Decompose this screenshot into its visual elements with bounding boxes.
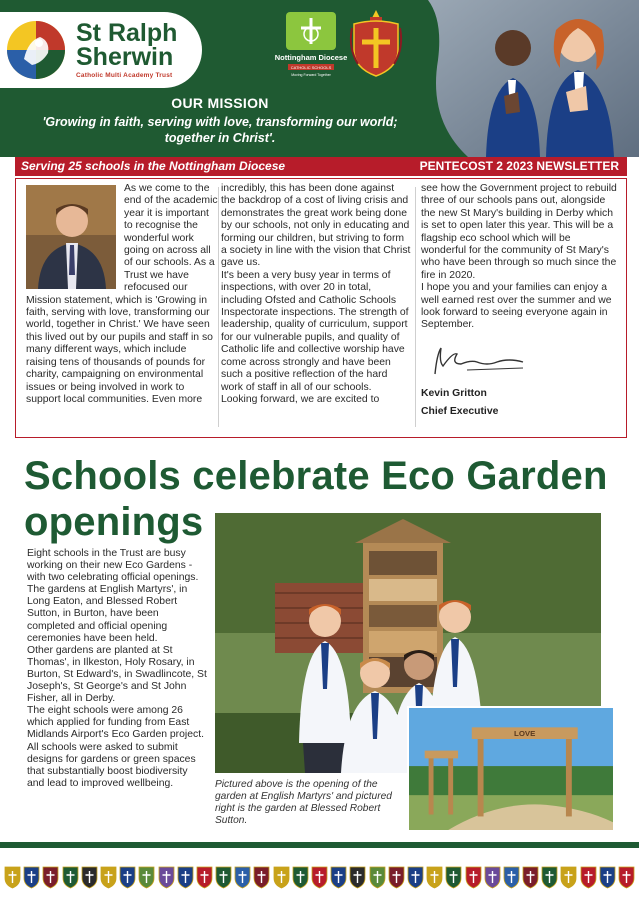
article-paragraph: Eight schools in the Trust are busy working on their new Eco Gardens - with two celebrating official openings. bbox=[27, 548, 199, 584]
school-crest-icon[interactable] bbox=[484, 860, 501, 894]
school-crest-icon[interactable] bbox=[215, 860, 232, 894]
crest-badge-icon bbox=[234, 865, 251, 889]
school-crest-icon[interactable] bbox=[580, 860, 597, 894]
school-crest-icon[interactable] bbox=[292, 860, 309, 894]
crest-badge-icon bbox=[119, 865, 136, 889]
ceo-title: Chief Executive bbox=[421, 405, 499, 417]
school-crest-icon[interactable] bbox=[426, 860, 443, 894]
letter-col1-text: As we come to the end of the academic year it is important to recognise the wonderful work going on across all of our schools. As a Trust we have refocused our Mission statement, which is 'Growing in faith, serving with love, transforming our world, together in Christ.' We have seen this lived out by our pupils and staff in so many different ways, which include raising tens of thousands of pounds for charity, campaigning on environmental issues or being involved in work to support local communities. Even more bbox=[26, 183, 218, 405]
ceo-portrait bbox=[26, 185, 116, 289]
ceo-signature bbox=[427, 344, 527, 378]
school-crest-icon[interactable] bbox=[465, 860, 482, 894]
crest-badge-icon bbox=[81, 865, 98, 889]
crest-badge-icon bbox=[330, 865, 347, 889]
photo-caption: Pictured above is the opening of the garden at English Martyrs' and pictured right is the garden at Blessed Robert Sutton. bbox=[215, 779, 392, 826]
banner-schools-count: Serving 25 schools in the Nottingham Diocese bbox=[21, 159, 286, 173]
column-divider bbox=[218, 187, 219, 427]
column-divider bbox=[415, 187, 416, 427]
school-crest-icon[interactable] bbox=[158, 860, 175, 894]
crest-badge-icon bbox=[177, 865, 194, 889]
school-crest-icon[interactable] bbox=[311, 860, 328, 894]
banner-edition: PENTECOST 2 2023 NEWSLETTER bbox=[419, 159, 619, 173]
school-crest-icon[interactable] bbox=[62, 860, 79, 894]
crest-badge-icon bbox=[541, 865, 558, 889]
crest-badge-icon bbox=[560, 865, 577, 889]
crest-badge-icon bbox=[503, 865, 520, 889]
article-paragraph: Other gardens are planted at St Thomas', in Ilkeston, Holy Rosary, in Burton, St Edward's, in Swadlincote, St Joseph's, St George's and St John Fisher, all in Derby. bbox=[27, 644, 207, 705]
mission-block bbox=[0, 95, 440, 146]
school-crest-icon[interactable] bbox=[138, 860, 155, 894]
crest-badge-icon bbox=[100, 865, 117, 889]
crest-badge-icon bbox=[580, 865, 597, 889]
article-paragraph: All schools were asked to submit designs for gardens or green spaces that substantially boost biodiversity and lead to improved wellbeing. bbox=[27, 741, 196, 789]
school-crest-icon[interactable] bbox=[253, 860, 270, 894]
crest-badge-icon bbox=[599, 865, 616, 889]
article-body bbox=[27, 548, 207, 790]
school-crest-icon[interactable] bbox=[81, 860, 98, 894]
crest-badge-icon bbox=[369, 865, 386, 889]
school-crest-icon[interactable] bbox=[541, 860, 558, 894]
school-crest-icon[interactable] bbox=[177, 860, 194, 894]
school-crest-icon[interactable] bbox=[522, 860, 539, 894]
crest-badge-icon bbox=[253, 865, 270, 889]
school-crest-icon[interactable] bbox=[503, 860, 520, 894]
crest-badge-icon bbox=[292, 865, 309, 889]
school-crest-icon[interactable] bbox=[560, 860, 577, 894]
letter-col2-p2: It's been a very busy year in terms of inspections, with over 20 in total, including Ofsted and Catholic Schools Inspectorate inspections. The strength of leadership, quality of curriculum, support for our vulnerable pupils, and quality of Catholic life and collective worship have come across strongly and have been such a positive reflection of the hard work of staff in all of our schools. bbox=[221, 269, 409, 393]
header-photo-children-praying bbox=[428, 0, 639, 157]
crest-badge-icon bbox=[465, 865, 482, 889]
diocese-name-text: Nottingham Diocese bbox=[274, 53, 348, 62]
letter-column-1 bbox=[26, 183, 219, 406]
school-crest-icon[interactable] bbox=[388, 860, 405, 894]
letter-col2-p3: Looking forward, we are excited to bbox=[221, 393, 380, 405]
newsletter-banner bbox=[15, 157, 627, 176]
crest-badge-icon bbox=[158, 865, 175, 889]
trust-name-line2: Sherwin bbox=[76, 43, 174, 71]
crest-badge-icon bbox=[62, 865, 79, 889]
crest-badge-icon bbox=[484, 865, 501, 889]
letter-col3-p2: I hope you and your families can enjoy a well earned rest over the summer and we look forward to seeing everyone again in September. bbox=[421, 282, 612, 331]
letter-col3-p1: see how the Government project to rebuild three of our schools pans out, alongside the new St Mary's building in Derby which is set to open later this year. This will be a flagship eco school which will be wonderful for the community of St Mary's who have been through so much since the fire in 2020. bbox=[421, 183, 617, 281]
trust-logo[interactable] bbox=[0, 12, 202, 88]
eco-garden-photo-blessed-robert-sutton bbox=[407, 706, 615, 832]
trust-name-line1: St Ralph bbox=[76, 19, 178, 47]
trust-tagline: Catholic Multi Academy Trust bbox=[76, 72, 173, 79]
diocese-tagline-text: Moving Forward Together bbox=[291, 73, 331, 77]
school-badges-row bbox=[0, 852, 639, 902]
crest-badge-icon bbox=[407, 865, 424, 889]
school-crest-icon[interactable] bbox=[100, 860, 117, 894]
school-crest-icon[interactable] bbox=[4, 860, 21, 894]
crest-badge-icon bbox=[426, 865, 443, 889]
trust-logo-mark-icon bbox=[6, 19, 66, 81]
school-crest-icon[interactable] bbox=[618, 860, 635, 894]
crest-badge-icon bbox=[4, 865, 21, 889]
crest-badge-icon bbox=[138, 865, 155, 889]
diocesan-coat-of-arms-icon bbox=[348, 8, 404, 78]
letter-col2-p1: incredibly, this has been done against the backdrop of a cost of living crisis and demonstrates the great work being done by our schools, not only in educating and forming our children, but striving to form a society in line with the vision that Christ gave us. bbox=[221, 183, 411, 269]
diocese-sub-text: CATHOLIC SCHOOLS bbox=[290, 65, 332, 70]
article-headline: Schools celebrate Eco Garden openings bbox=[24, 454, 608, 544]
school-crest-icon[interactable] bbox=[369, 860, 386, 894]
footer-band bbox=[0, 842, 639, 848]
crest-badge-icon bbox=[42, 865, 59, 889]
crest-badge-icon bbox=[23, 865, 40, 889]
crest-badge-icon bbox=[388, 865, 405, 889]
school-crest-icon[interactable] bbox=[23, 860, 40, 894]
school-crest-icon[interactable] bbox=[445, 860, 462, 894]
ceo-name: Kevin Gritton bbox=[421, 388, 487, 400]
mission-title: OUR MISSION bbox=[171, 95, 269, 111]
school-crest-icon[interactable] bbox=[407, 860, 424, 894]
school-crest-icon[interactable] bbox=[119, 860, 136, 894]
letter-column-3 bbox=[421, 183, 618, 418]
nottingham-diocese-logo-icon bbox=[274, 10, 348, 78]
crest-badge-icon bbox=[215, 865, 232, 889]
article-paragraph: The gardens at English Martyrs', in Long Eaton, and Blessed Robert Sutton, in Burton, have been completed and official opening ceremonies have been held. bbox=[27, 584, 188, 644]
school-crest-icon[interactable] bbox=[234, 860, 251, 894]
crest-badge-icon bbox=[196, 865, 213, 889]
mission-quote: 'Growing in faith, serving with love, transforming our world; together in Christ'. bbox=[42, 115, 398, 145]
crest-badge-icon bbox=[618, 865, 635, 889]
school-crest-icon[interactable] bbox=[330, 860, 347, 894]
letter-column-2 bbox=[221, 183, 411, 406]
crest-badge-icon bbox=[445, 865, 462, 889]
ceo-letter bbox=[15, 178, 627, 438]
newsletter-header bbox=[0, 0, 639, 157]
school-crest-icon[interactable] bbox=[349, 860, 366, 894]
garden-sign-text: LOVE bbox=[514, 729, 536, 739]
crest-badge-icon bbox=[349, 865, 366, 889]
crest-badge-icon bbox=[311, 865, 328, 889]
school-crest-icon[interactable] bbox=[42, 860, 59, 894]
school-crest-icon[interactable] bbox=[273, 860, 290, 894]
crest-badge-icon bbox=[522, 865, 539, 889]
school-crest-icon[interactable] bbox=[196, 860, 213, 894]
article-paragraph: The eight schools were among 26 which applied for funding from East Midlands Airport's Eco Garden project. bbox=[27, 705, 204, 741]
crest-badge-icon bbox=[273, 865, 290, 889]
school-crest-icon[interactable] bbox=[599, 860, 616, 894]
